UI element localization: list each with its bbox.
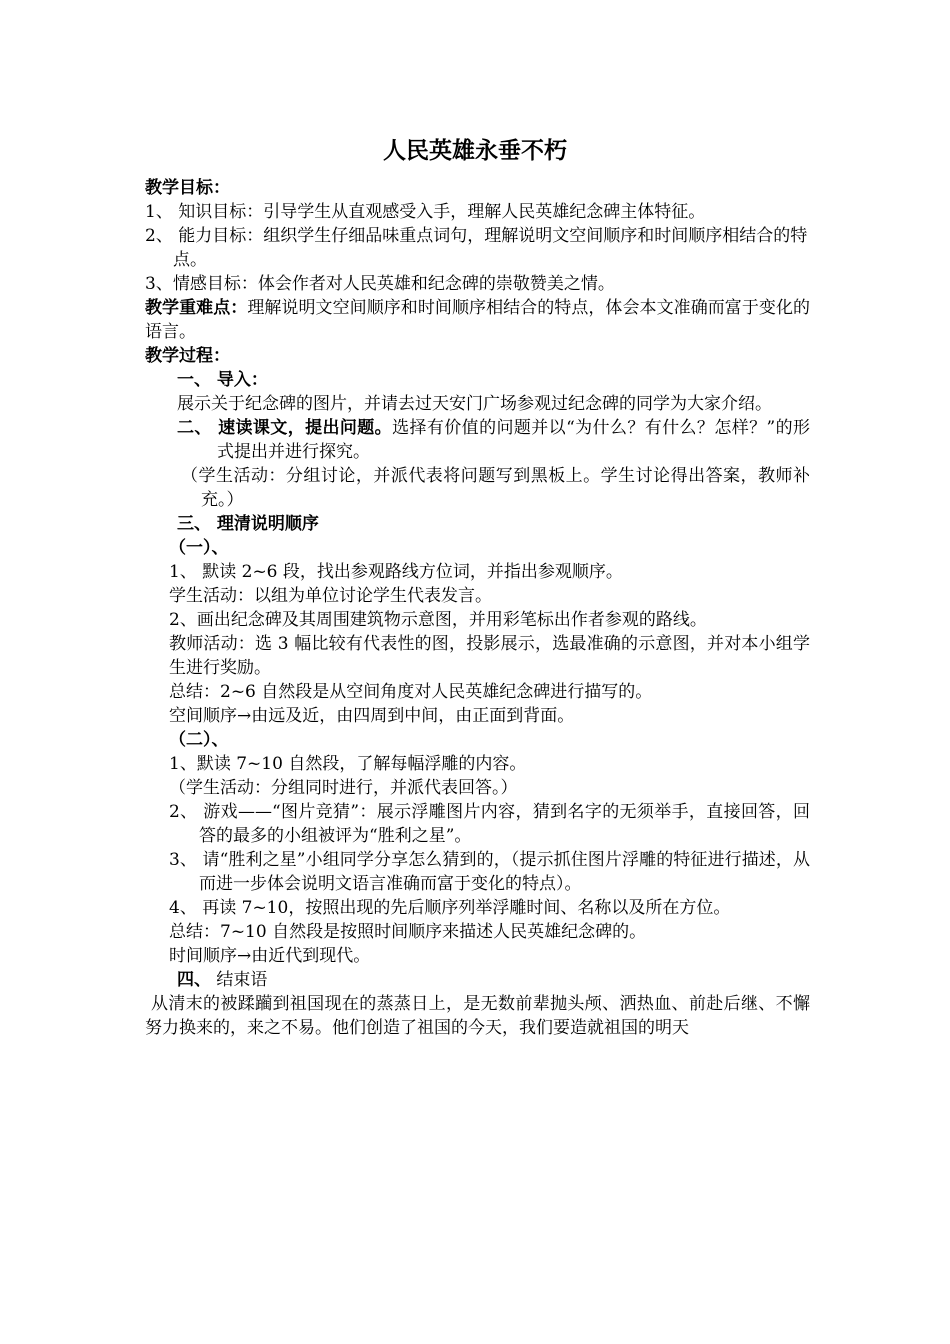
part-1-item: 教师活动：选 3 幅比较有代表性的图，投影展示，选最准确的示意图，并对本小组学生进行奖励。 <box>169 634 810 678</box>
closing-paragraph: 从清末的被蹂躏到祖国现在的蒸蒸日上，是无数前辈抛头颅、洒热血、前赴后继、不懈努力换来的，来之不易。他们创造了祖国的今天，我们要造就祖国的明天 <box>145 994 810 1038</box>
difficulty-heading: 教学重难点： <box>145 298 248 318</box>
part-1-item: 1、 默读 2~6 段，找出参观路线方位词，并指出参观顺序。 <box>169 562 623 582</box>
section-1-heading: 一、 导入： <box>177 370 268 390</box>
part-1-item: 学生活动：以组为单位讨论学生代表发言。 <box>169 586 492 606</box>
objective-item: 1、 知识目标：引导学生从直观感受入手，理解人民英雄纪念碑主体特征。 <box>145 202 706 222</box>
part-2-item: 2、 游戏——“图片竞猜”：展示浮雕图片内容，猜到名字的无须举手，直接回答，回答的最多的小组被评为“胜利之星”。 <box>169 802 810 846</box>
process-heading: 教学过程： <box>145 346 230 366</box>
difficulty-paragraph <box>145 296 810 344</box>
section-2-paragraph <box>145 416 810 464</box>
section-2-heading: 二、 速读课文，提出问题。 <box>177 418 393 438</box>
part-2-order: 时间顺序→由近代到现代。 <box>169 946 371 966</box>
part-2-activity: （学生活动：分组同时进行，并派代表回答。） <box>169 778 518 798</box>
part-2-item: 4、 再读 7~10，按照出现的先后顺序列举浮雕时间、名称以及所在方位。 <box>169 898 731 918</box>
objective-item: 2、 能力目标：组织学生仔细品味重点词句，理解说明文空间顺序和时间顺序相结合的特点。 <box>145 226 808 270</box>
objectives-heading: 教学目标： <box>145 178 230 198</box>
section-3-heading: 三、 理清说明顺序 <box>177 514 319 534</box>
difficulty-text: 理解说明文空间顺序和时间顺序相结合的特点，体会本文准确而富于变化的语言。 <box>145 298 811 342</box>
part-2-summary: 总结：7~10 自然段是按照时间顺序来描述人民英雄纪念碑的。 <box>169 922 647 942</box>
document-title: 人民英雄永垂不朽 <box>383 138 567 164</box>
part-2-item: 3、 请“胜利之星”小组同学分享怎么猜到的，（提示抓住图片浮雕的特征进行描述，从而进一步体会说明文语言准确而富于变化的特点）。 <box>169 850 810 894</box>
section-4-paragraph <box>145 968 810 992</box>
section-2-activity: （学生活动：分组讨论，并派代表将问题写到黑板上。学生讨论得出答案，教师补充。） <box>181 466 810 510</box>
section-4-title: 结束语 <box>216 970 268 990</box>
part-1-heading: （一）、 <box>169 538 229 558</box>
document-body <box>145 176 810 1040</box>
section-1-text: 展示关于纪念碑的图片，并请去过天安门广场参观过纪念碑的同学为大家介绍。 <box>177 394 772 414</box>
part-2-heading: （二）、 <box>169 730 229 750</box>
objective-item: 3、情感目标：体会作者对人民英雄和纪念碑的崇敬赞美之情。 <box>145 274 615 294</box>
part-2-item: 1、默读 7~10 自然段，了解每幅浮雕的内容。 <box>169 754 527 774</box>
part-1-item: 总结：2~6 自然段是从空间角度对人民英雄纪念碑进行描写的。 <box>169 682 653 702</box>
section-2-text: 选择有价值的问题并以“为什么？有什么？怎样？”的形式提出并进行探究。 <box>217 418 811 462</box>
part-1-item: 空间顺序→由远及近，由四周到中间，由正面到背面。 <box>169 706 575 726</box>
part-1-item: 2、画出纪念碑及其周围建筑物示意图，并用彩笔标出作者参观的路线。 <box>169 610 707 630</box>
section-4-heading: 四、 <box>177 970 211 990</box>
